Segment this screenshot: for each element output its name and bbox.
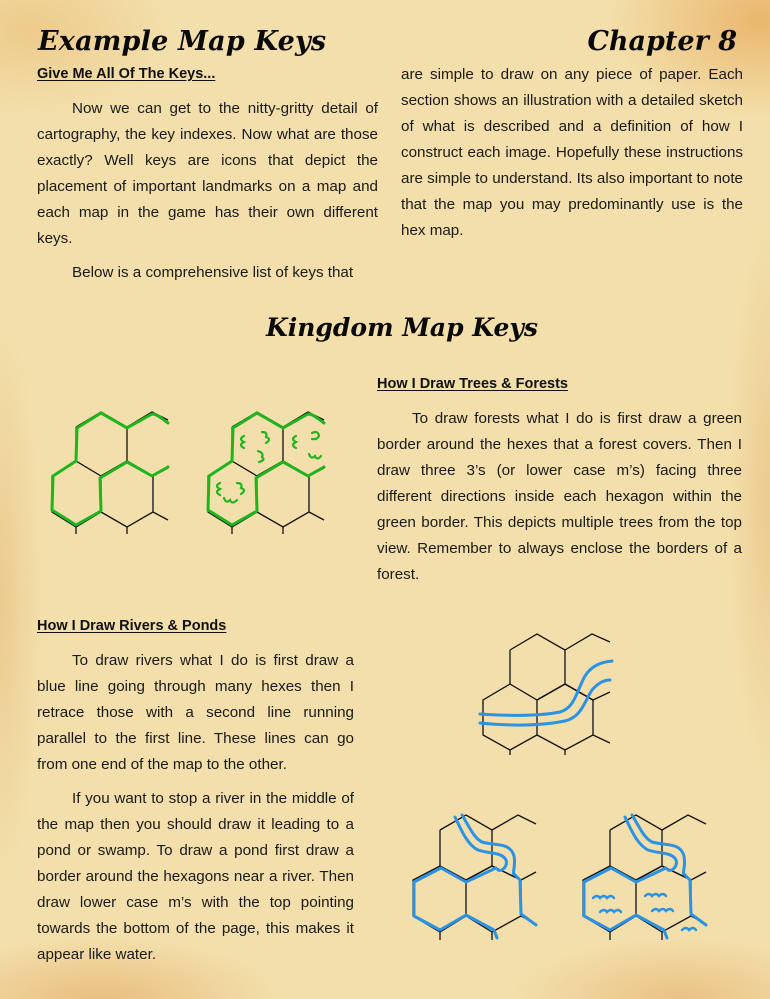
forests-paragraph: To draw forests what I do is first draw a green border around the hexes that a forest covers. Then I draw three 3’s (or lower case m’s) facing three different directions inside each hexagon within the green border. This depicts multiple trees from the top view. Remember to always enclose the borders of a forest.: [377, 410, 742, 583]
river-into-pond-border-illustration: [405, 805, 555, 945]
forest-border-with-trees-illustration: [195, 405, 335, 535]
forest-border-hexes-illustration: [40, 405, 180, 535]
rivers-paragraph-2: If you want to stop a river in the middle of the map then you should draw it leading to a pond or swamp. To draw a pond first draw a border around the hexagons near a river. Then draw lower case m’s with the top pointing towards the bottom of the page, this makes it appear like water.: [37, 790, 354, 963]
intro-left-column: [37, 96, 378, 286]
intro-paragraph-1: Now we can get to the nitty-gritty detail of cartography, the key indexes. Now what are those exactly? Well keys are icons that depict the placement of important landmarks on a map and each map in the game has their own different keys.: [37, 100, 378, 247]
forests-heading: How I Draw Trees & Forests: [377, 376, 568, 392]
intro-heading: Give Me All Of The Keys...: [37, 66, 216, 82]
rivers-heading: How I Draw Rivers & Ponds: [37, 618, 227, 634]
chapter-label: Chapter 8: [587, 26, 737, 57]
forests-text: [377, 406, 742, 588]
intro-right-column: [401, 62, 743, 244]
page-title: Example Map Keys: [38, 26, 327, 57]
intro-paragraph-2-continued: are simple to draw on any piece of paper. Each section shows an illustration with a detailed sketch of what is described and a definition of how I construct each image. Hopefully these instructions are simple to understand. Its also important to note that the map you may predominantly use is the hex map.: [401, 66, 743, 239]
river-into-pond-with-water-illustration: [575, 805, 725, 945]
rivers-text: [37, 648, 354, 968]
river-through-hexes-illustration: [470, 625, 620, 755]
intro-paragraph-2-start: Below is a comprehensive list of keys that: [72, 264, 354, 281]
rivers-paragraph-1: To draw rivers what I do is first draw a blue line going through many hexes then I retrace those with a second line running parallel to the first line. These lines can go from one end of the map to the other.: [37, 652, 354, 773]
section-title: Kingdom Map Keys: [266, 313, 538, 342]
